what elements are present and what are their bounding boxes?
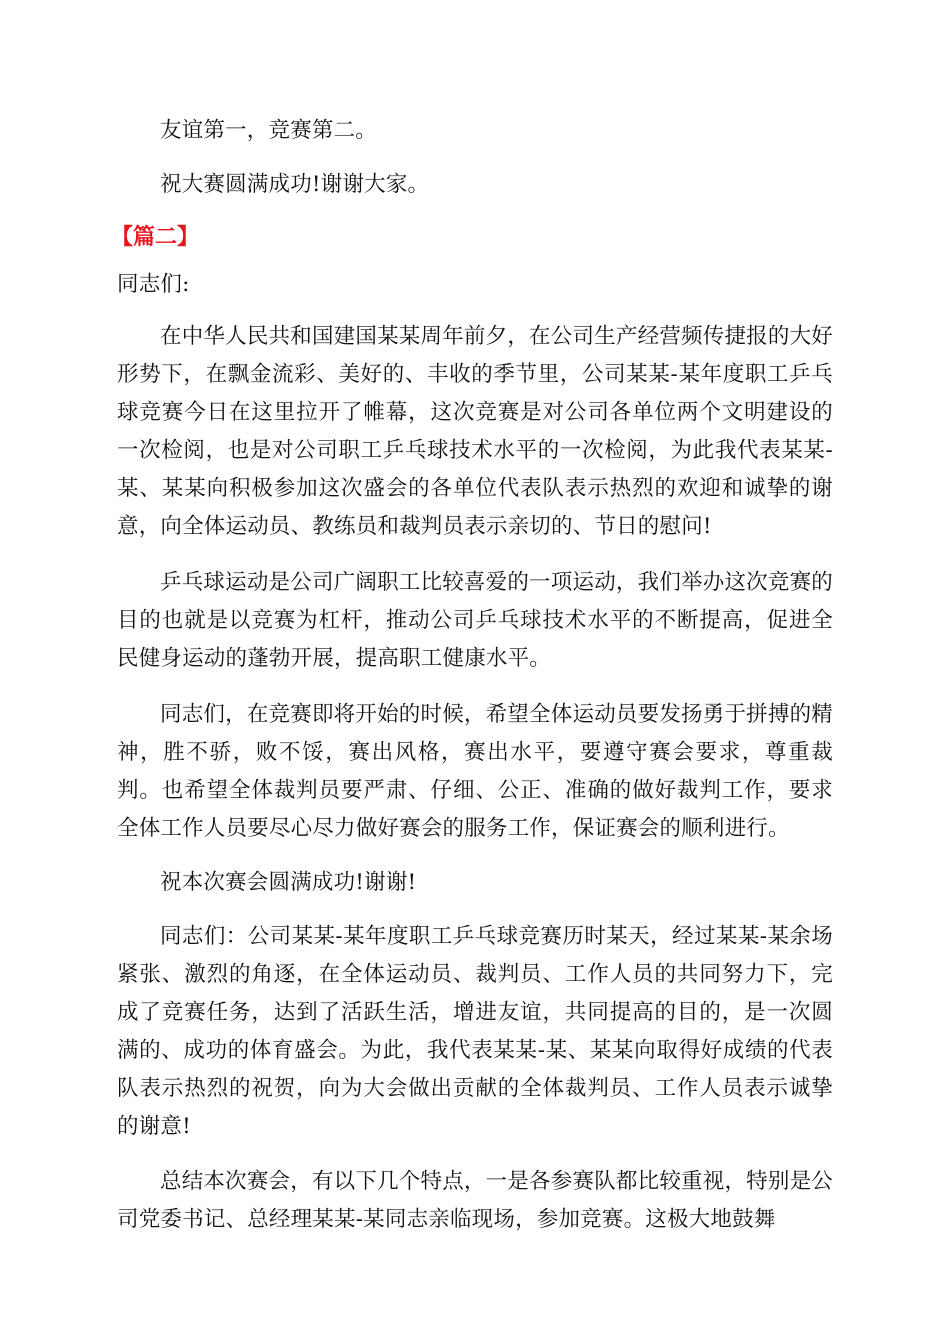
paragraph-opening: 在中华人民共和国建国某某周年前夕，在公司生产经营频传捷报的大好形势下，在飘金流彩、美好的、丰收的季节里，公司某某-某年度职工乒乓球竞赛今日在这里拉开了帷幕，这次竞赛是对公司各单位两个文明建设的一次检阅，也是对公司职工乒乓球技术水平的一次检阅，为此我代表某某-某、某某向积极参加这次盛会的各单位代表队表示热烈的欢迎和诚挚的谢意，向全体运动员、教练员和裁判员表示亲切的、节日的慰问! (117, 324, 833, 539)
section-heading: 【篇二】 (111, 225, 200, 250)
closing-line-thanks: 祝大赛圆满成功!谢谢大家。 (160, 172, 430, 197)
salutation: 同志们: (117, 272, 190, 297)
paragraph-purpose: 乒乓球运动是公司广阔职工比较喜爱的一项运动，我们举办这次竞赛的目的也就是以竞赛为杠杆，推动公司乒乓球技术水平的不断提高，促进全民健身运动的蓬勃开展，提高职工健康水平。 (117, 570, 833, 671)
paragraph-hopes: 同志们，在竞赛即将开始的时候，希望全体运动员要发扬勇于拼搏的精神，胜不骄，败不馁，赛出风格，赛出水平，要遵守赛会要求，尊重裁判。也希望全体裁判员要严肃、仔细、公正、准确的做好裁判工作，要求全体工作人员要尽心尽力做好赛会的服务工作，保证赛会的顺利进行。 (117, 702, 833, 841)
paragraph-summary: 同志们：公司某某-某年度职工乒乓球竞赛历时某天，经过某某-某余场紧张、激烈的角逐，在全体运动员、裁判员、工作人员的共同努力下，完成了竞赛任务，达到了活跃生活，增进友谊，共同提高的目的，是一次圆满的、成功的体育盛会。为此，我代表某某-某、某某向取得好成绩的代表队表示热烈的祝贺，向为大会做出贡献的全体裁判员、工作人员表示诚挚的谢意! (117, 924, 833, 1139)
paragraph-features: 总结本次赛会，有以下几个特点，一是各参赛队都比较重视，特别是公司党委书记、总经理某某-某同志亲临现场，参加竞赛。这极大地鼓舞 (117, 1169, 833, 1232)
closing-line-friendship: 友谊第一，竞赛第二。 (160, 118, 378, 143)
paragraph-wishes: 祝本次赛会圆满成功!谢谢! (160, 870, 417, 895)
